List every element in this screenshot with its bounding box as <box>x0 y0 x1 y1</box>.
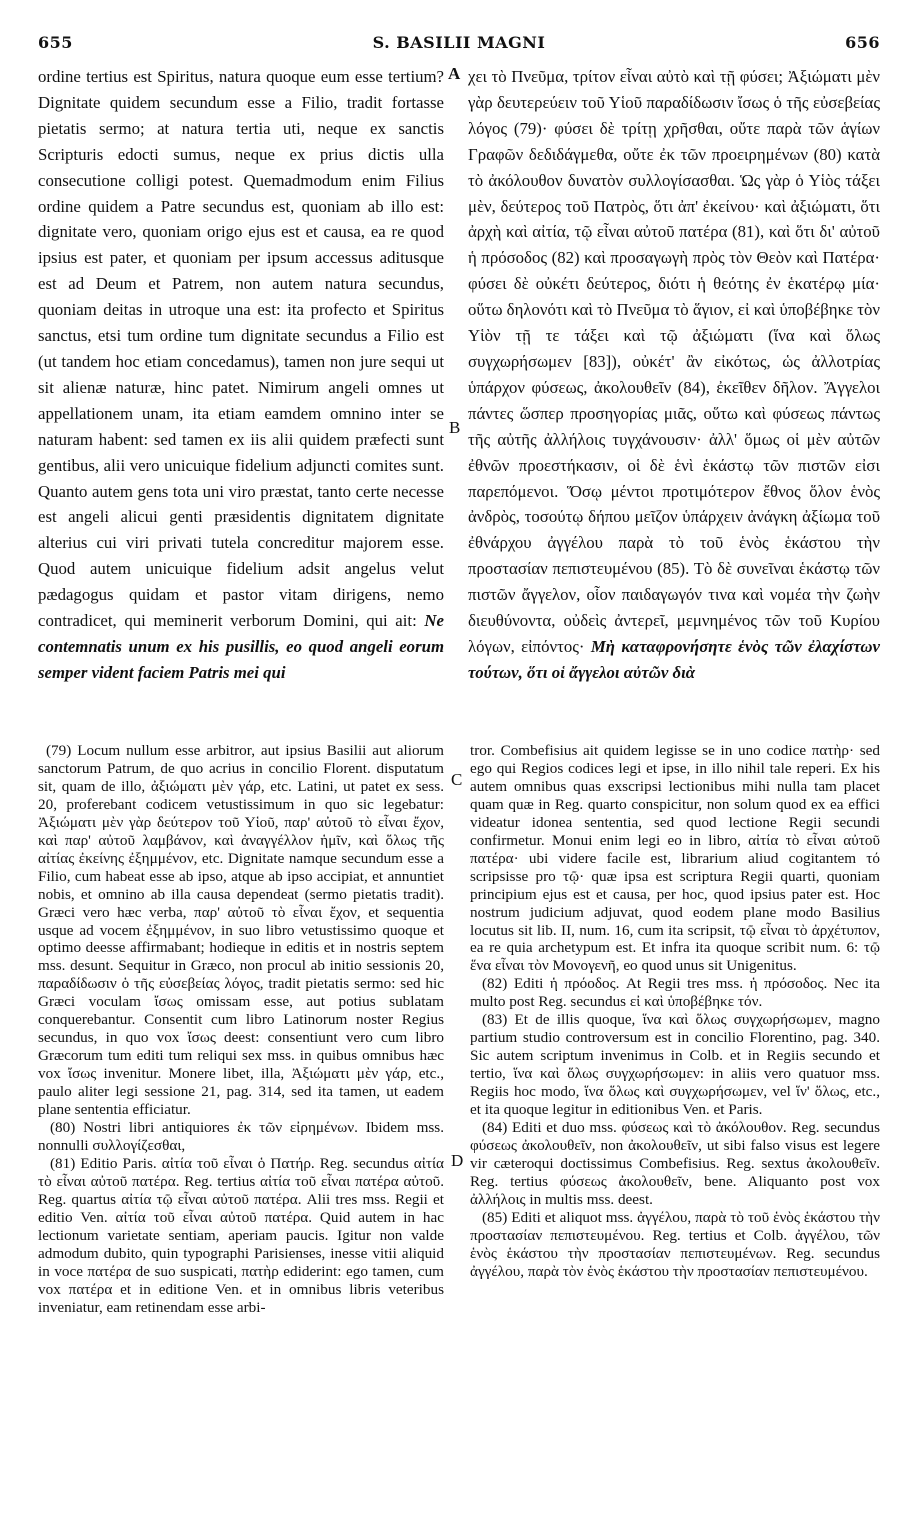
margin-letter-c: C <box>451 770 463 789</box>
footnote-79: (79) Locum nullum esse arbitror, aut ipsius Basilii aut aliorum sanctorum Patrum, de quo acrius in concilio Florent. disputatum sit, quam de illo, ἀξιώματι μὲν γάρ, etc. Latini, ut patet ex sess. 20, proferebant codicem vetustissimum in quo sic legebatur: Ἀξιώματι μὲν γὰρ δεύτερον τοῦ Υἱοῦ, παρ' αὐτοῦ τὸ εἶναι ἔχον, καὶ παρ' αὐτοῦ λαμβάνον, καὶ ἀναγγέλλον ἡμῖν, καὶ ὅλως τῆς αἰτίας ἐκείνης ἐξημμένον, etc. Dignitate namque secundum esse a Filio, cum habeat esse ab ipso, atque ab ipso accipiat, et annuntiet nobis, et omnino ab illa causa dependeat (sermo pietatis tradit). Græci vero hæc verba, παρ' αὐτοῦ τὸ εἶναι ἔχον, et sequentia usque ad vocem ἐξημμένον, in suo libro vetustissimo quoque et optimo deesse affirmabant; hodieque in editis et in nostris septem mss. desunt. Sequitur in Græco, non procul ab initio sessionis 20, παραδίδωσιν ὁ τῆς εὐσεβείας λόγος, tradit pietatis sermo: sed hic Græci voculam ἴσως omissam esse, aut potius sublatam conquerebantur. Consentit cum libro Latinorum noster Regius secundus, in quo vox ἴσως deest: consentiunt vero cum libro Græcorum tum editi tum reliqui sex mss. in quibus omnibus hæc vox ἴσως invenitur. Monere libet, illa, Ἀξιώματι μὲν γάρ, etc., paulo aliter legi sessione 21, pag. 314, sed ita tamen, ut eadem plane sententia efficiatur. <box>38 742 444 1119</box>
margin-letter-b: B <box>449 418 461 437</box>
latin-text: ordine tertius est Spiritus, natura quoque eum esse tertium? Dignitate quidem secundum esse a Filio, tradit fortasse pietatis sermo; at natura tertia uti, neque ex sanctis Scripturis edocti sumus, neque ex prius dictis ulla consecutione colligi potest. Quemadmodum enim Filius ordine quidem a Patre secundus est, quoniam ab illo est: dignitate vero, quoniam origo ejus est et causa, ea re quod ipsius est pater, et quoniam per ipsum accessus aditusque est ad Deum et Patrem, non autem natura secundus, quoniam deitas in utroque una est: ita profecto et Spiritus sanctus, etsi tum ordine tum dignitate secundus a Filio est (ut tandem hoc etiam concedamus), tamen non jure sequi ut sit alienæ naturæ, hinc patet. Nimirum angeli omnes ut appellationem unam, ita etiam eamdem omnino inter se naturam habent: sed tamen ex iis alii quidem præfecti sunt gentibus, alii vero unicuique fidelium adjuncti comites sunt. Quanto autem gens tota uni viro præstat, tanto certe necesse est angeli alicui genti præsidentis dignitatem dignitate alterius cui viri privati tutela concreditur majorem esse. Quod autem unicuique fidelium adsit angelus velut pædagogus quidam et pastor vitam dirigens, nemo contradicet, qui meminerit verborum Domini, qui ait: <box>38 67 444 631</box>
footnotes-right-column <box>470 742 880 1281</box>
footnote-84: (84) Editi et duo mss. φύσεως καὶ τὸ ἀκόλουθον. Reg. secundus φύσεως ἀκολουθεῖν, non ἀκολουθεῖν, ut sibi falso visus est legere vir cæteroqui doctissimus Combefisius. Reg. sextus ἀκολουθεῖν. Reg. tertius φύσεως ἀκολουθεῖν, bene. Aliquanto post vox ἀλλήλοις in multis mss. deest. <box>470 1119 880 1208</box>
greek-paragraph <box>468 64 880 686</box>
running-title: S. BASILII MAGNI <box>372 33 546 52</box>
greek-scripture-quote: Μὴ καταφρονήσητε ἑνὸς τῶν ἐλαχίστων τούτων, ὅτι οἱ ἄγγελοι αὐτῶν διὰ <box>468 636 881 682</box>
footnote-83: (83) Et de illis quoque, ἵνα καὶ ὅλως συγχωρήσωμεν, magno partium studio controversum est in concilio Florentino, pag. 340. Sic autem scriptum invenimus in Colb. et in Regiis secundo et tertio, ἵνα καὶ ὅλως συγχωρήσωμεν: in aliis vero quatuor mss. Regiis hoc modo, ἵνα ὅλως καὶ συγχωρήσωμεν, vel ἵν' ὅλως, etc., et ita quoque legitur in editionibus Ven. et Paris. <box>470 1011 880 1119</box>
page-number-right: 656 <box>845 33 880 52</box>
page-number-left: 655 <box>38 33 73 52</box>
footnote-81-continued: tror. Combefisius ait quidem legisse se in uno codice πατὴρ· sed ego qui Regios codices legi et ipse, in illo nihil tale reperi. Ex his autem omnibus quas exscripsi lectionibus mihi nulla tam placet quam quæ in Reg. quarto conspicitur, non solum quod ex ea effici videatur idonea sententia, sed quod lectione Regii secundi confirmetur. Monui enim legi eo in libro, αἰτία τὸ εἶναι αὐτοῦ πατέρα· ubi videre facile est, librarium aliud cogitantem τό scripsisse pro τῷ· quæ ipsa est scriptura Regii quarti, quoniam principium ejus est et causa, per hoc, quod ipsius pater est. Hoc nostrum judicium adjuvat, quod eodem plane modo Basilius locutus sit lib. II, num. 16, cum ita scripsit, τῷ εἶναι τὸ ἀρχέτυπον, ea re quia archetypum est. Et infra ita quoque scribit num. 6: τῷ ἕνα εἶναι τὸν Μονογενῆ, eo quod unus sit Unigenitus. <box>470 742 880 975</box>
footnote-82: (82) Editi ἡ πρόοδος. At Regii tres mss. ἡ πρόσοδος. Nec ita multo post Reg. secundus εἰ καὶ ὑποβέβηκε τόν. <box>470 975 880 1011</box>
footnote-81: (81) Editio Paris. αἰτία τοῦ εἶναι ὁ Πατήρ. Reg. secundus αἰτία τὸ εἶναι αὐτοῦ πατέρα. Reg. tertius αἰτία τοῦ εἶναι πατέρα αὐτοῦ. Reg. quartus αἰτία τῷ εἶναι αὐτοῦ πατέρα. Alii tres mss. Regii et editio Ven. αἰτία τοῦ εἶναι αὐτοῦ πατέρα. Quid autem in hac lectionum varietate sentiam, aperiam paucis. Igitur non valde admodum dubito, quin typographi Parisienses, inesse vitii aliquid in voce πατέρα de suo suspicati, πατὴρ ediderint: ego tamen, cum vox πατέρα et in editione Ven. et in omnibus libris veteribus inveniatur, eam retinendam esse arbi- <box>38 1154 444 1316</box>
latin-scripture-quote: Ne contemnatis unum ex his pusillis, eo quod angeli eorum semper vident faciem Patris mei qui <box>38 611 444 682</box>
greek-text: χει τὸ Πνεῦμα, τρίτον εἶναι αὐτὸ καὶ τῇ φύσει; Ἀξιώματι μὲν γὰρ δευτερεύειν τοῦ Υἱοῦ παραδίδωσιν ἴσως ὁ τῆς εὐσεβείας λόγος (79)· φύσει δὲ τρίτῃ χρῆσθαι, οὔτε παρὰ τῶν ἁγίων Γραφῶν δεδιδάγμεθα, οὔτε ἐκ τῶν προειρημένων (80) κατὰ τὸ ἀκόλουθον δυνατὸν συλλογίσασθαι. Ὡς γὰρ ὁ Υἱὸς τάξει μὲν, δεύτερος τοῦ Πατρὸς, ὅτι ἀπ' ἐκείνου· καὶ ἀξιώματι, ὅτι ἀρχὴ καὶ αἰτία, τῷ εἶναι αὐτοῦ πατέρα (81), καὶ ὅτι δι' αὐτοῦ ἡ πρόσοδος (82) καὶ προσαγωγὴ πρὸς τὸν Θεὸν καὶ Πατέρα· φύσει δὲ οὐκέτι δεύτερος, διότι ἡ θεότης ἐν ἑκατέρῳ μία· οὕτω δηλονότι καὶ τὸ Πνεῦμα τὸ ἅγιον, εἰ καὶ ὑποβέβηκε τὸν Υἱὸν τῇ τε τάξει καὶ τῷ ἀξιώματι (ἵνα καὶ ὅλως συγχωρήσωμεν [83]), οὐκέτ' ἂν εἰκότως, ὡς ἀλλοτρίας ὑπάρχον φύσεως, ἀκολουθεῖν (84), ἐκεῖθεν δῆλον. Ἄγγελοι πάντες ὥσπερ προσηγορίας μιᾶς, οὕτω καὶ φύσεως πάντως τῆς αὐτῆς ἀλλήλοις τυγχάνουσιν· ἀλλ' ὅμως οἱ μὲν αὐτῶν ἐθνῶν προεστήκασιν, οἱ δὲ ἑνὶ ἑκάστῳ τῶν πιστῶν εἰσι παρεπόμενοι. Ὅσῳ μέντοι προτιμότερον ἔθνος ὅλον ἑνὸς ἀνδρὸς, τοσούτῳ δήπου μεῖζον ὑπάρχειν ἀνάγκη ἀξίωμα τοῦ ἐθνάρχου ἀγγέλου παρὰ τὸ τοῦ ἑνὸς ἑκάστου τὴν προστασίαν πεπιστευμένου (85). Τὸ δὲ συνεῖναι ἑκάστῳ τῶν πιστῶν ἄγγελον, οἷον παιδαγωγόν τινα καὶ νομέα τὴν ζωὴν διευθύνοντα, οὐδεὶς ἀντερεῖ, μεμνημένος τῶν τοῦ Κυρίου λόγων, εἰπόντος· <box>468 67 880 656</box>
margin-letter-d: D <box>451 1151 464 1170</box>
footnotes-left-column <box>38 742 444 1317</box>
latin-paragraph <box>38 64 444 686</box>
footnote-85: (85) Editi et aliquot mss. ἀγγέλου, παρὰ τὸ τοῦ ἑνὸς ἑκάστου τὴν προστασίαν πεπιστευμένου. Reg. tertius et Colb. ἀγγέλου, τῶν ἑνὸς ἑκάστου τὴν προστασίαν πεπιστευμένων. Reg. secundus ἀγγέλου, παρὰ τὸν ἑνὸς ἑκάστου τὴν προστασίαν πεπιστευμένου. <box>470 1208 880 1280</box>
margin-letter-a: A <box>448 64 461 83</box>
latin-main-column <box>38 64 444 686</box>
greek-main-column <box>468 64 880 686</box>
footnote-80: (80) Nostri libri antiquiores ἐκ τῶν εἰρημένων. Ibidem mss. nonnulli συλλογίζεσθαι, <box>38 1119 444 1154</box>
